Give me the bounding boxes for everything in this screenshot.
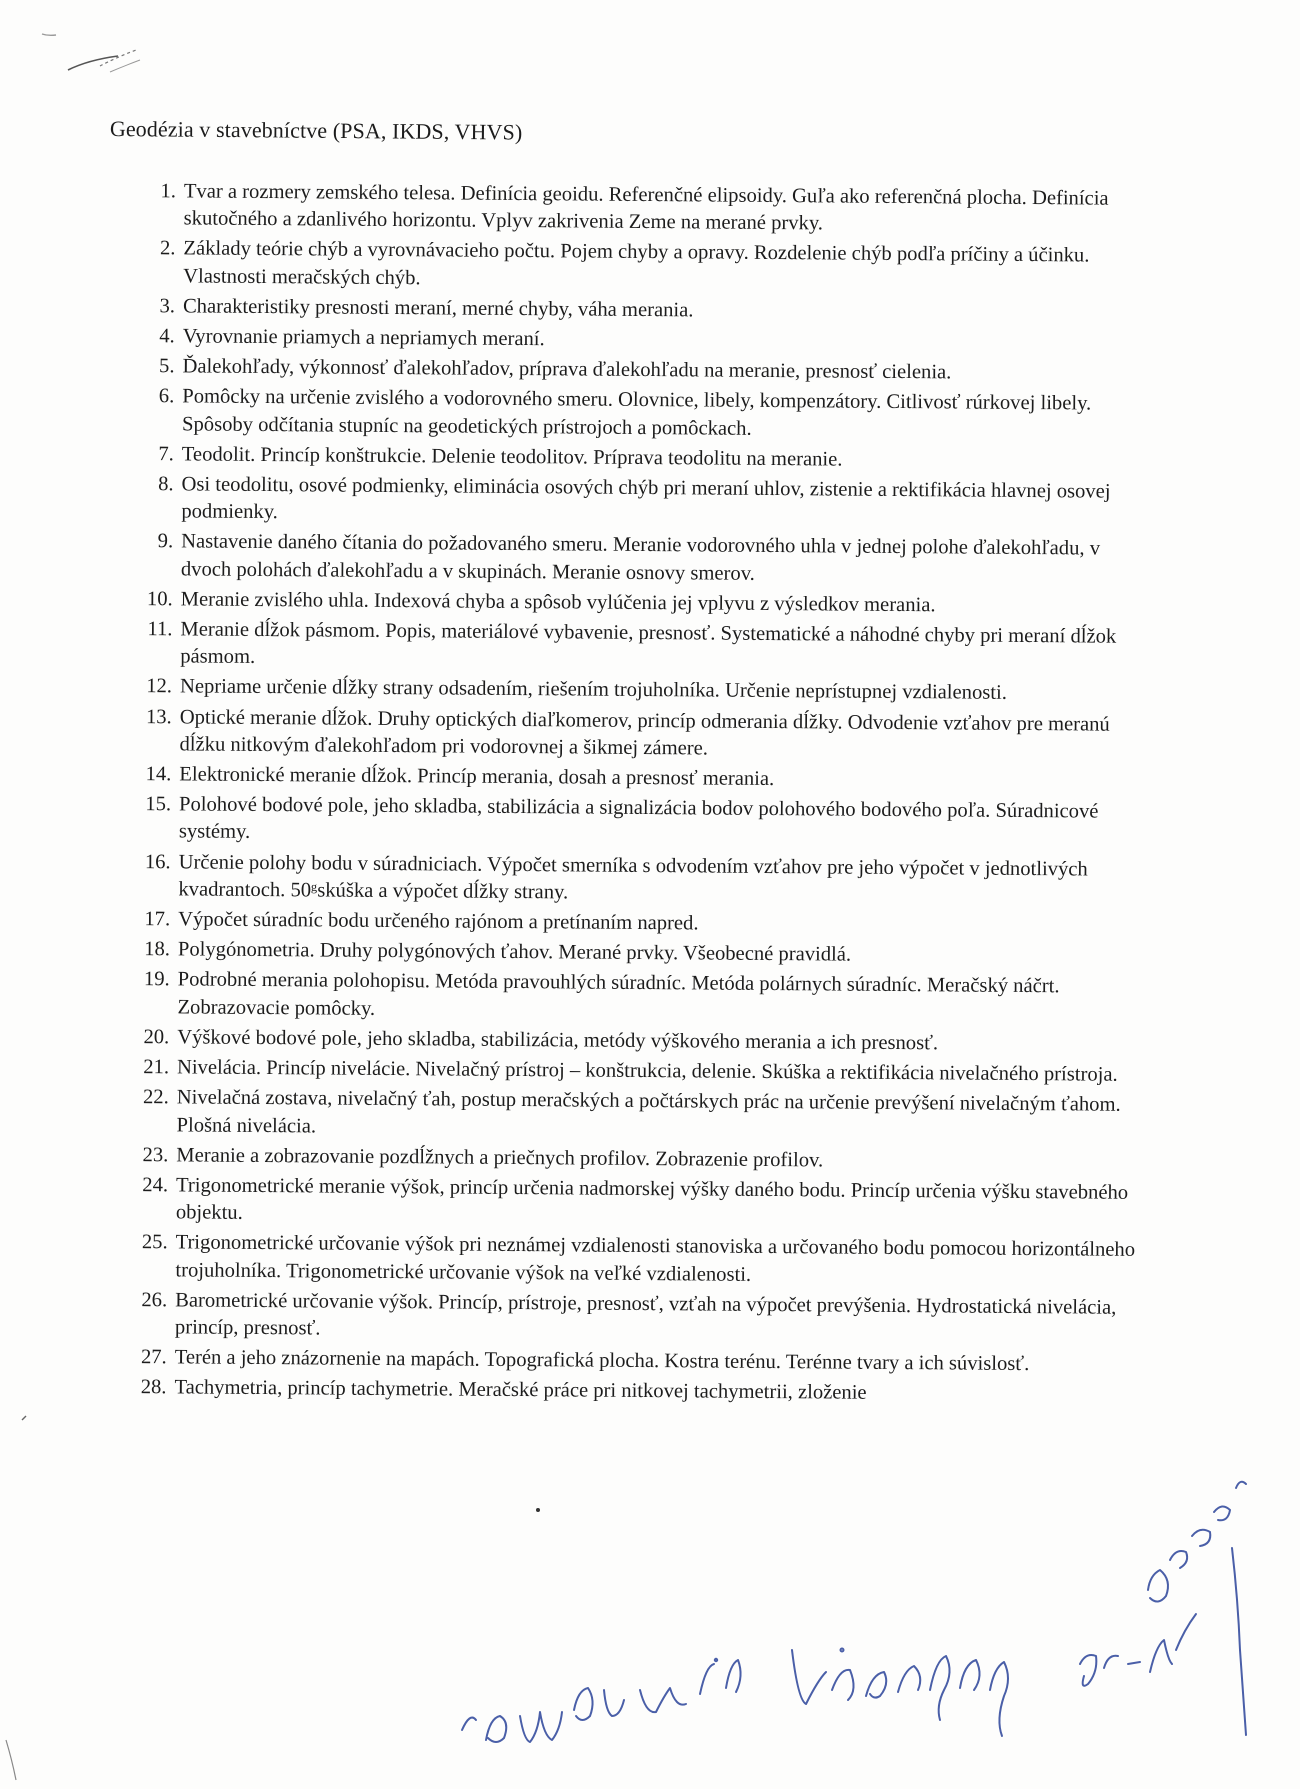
question-item: [132, 673, 1142, 708]
question-number: 2.: [159, 237, 176, 260]
question-item: [129, 1024, 1139, 1059]
question-list-container: [126, 178, 1146, 1412]
question-number: 13.: [145, 705, 172, 728]
question-number: 19.: [143, 968, 170, 991]
question-item: [134, 353, 1144, 388]
question-text: Optické meranie dĺžok. Druhy optických diaľkomerov, princíp odmerania dĺžky. Odvodenie vzťahov pre meranú dĺžku nitkovým ďalekohľadom pri vodorovnej a šikmej zámere.: [179, 706, 1110, 760]
question-text: Nivelácia. Princíp nivelácie. Nivelačný prístroj – konštrukcia, delenie. Skúška a rektifikácia nivelačného prístroja.: [176, 1056, 1118, 1086]
question-text: Podrobné merania polohopisu. Metóda pravouhlých súradníc. Metóda polárnych súradníc. Meračský náčrt. Zobrazovacie pomôcky.: [177, 968, 1060, 1020]
question-text: Tachymetria, princíp tachymetrie. Meračské práce pri nitkovej tachymetrii, zloženie: [174, 1376, 867, 1405]
question-number: 22.: [142, 1086, 169, 1109]
question-text: Osi teodolitu, osové podmienky, eliminácia osových chýb pri meraní uhlov, zistenie a rektifikácia hlavnej osovej podmienky.: [181, 473, 1111, 524]
question-text: Meranie dĺžok pásmom. Popis, materiálové vybavenie, presnosť. Systematické a náhodné chyby pri meraní dĺžok pásmom.: [180, 618, 1117, 669]
question-number: 27.: [140, 1346, 167, 1369]
question-text: Polygónometria. Druhy polygónových ťahov. Merané prvky. Všeobecné pravidlá.: [177, 938, 852, 966]
question-text: Meranie a zobrazovanie pozdĺžnych a priečnych profilov. Zobrazenie profilov.: [176, 1144, 824, 1172]
question-number: 28.: [140, 1376, 167, 1399]
question-text: Pomôcky na určenie zvislého a vodorovného smeru. Olovnice, libely, kompenzátory. Citlivosť rúrkovej libely. Spôsoby odčítania stupníc na geodetických prístrojoch a pomôckach.: [181, 385, 1092, 440]
question-item: [133, 528, 1143, 590]
question-item: [131, 704, 1141, 766]
question-text: Základy teórie chýb a vyrovnávacieho počtu. Pojem chyby a opravy. Rozdelenie chýb podľa príčiny a účinku. Vlastnosti meračských chýb.: [183, 237, 1090, 289]
question-item: [128, 1142, 1138, 1177]
question-number: 16.: [144, 850, 171, 873]
question-number: 10.: [146, 587, 173, 611]
question-text: Výpočet súradníc bodu určeného rajónom a pretínaním napred.: [178, 908, 699, 935]
question-item: [130, 906, 1140, 941]
question-item: [129, 1054, 1139, 1089]
question-item: [127, 1229, 1137, 1291]
question-text: Nivelačná zostava, nivelačný ťah, postup meračských a počtárskych prác na určenie prevýšení nivelačným ťahom. Plošná nivelácia.: [176, 1086, 1121, 1137]
question-text: Meranie zvislého uhla. Indexová chyba a spôsob vylúčenia jej vplyvu z výsledkov merania.: [180, 588, 936, 617]
question-text: Výškové bodové pole, jeho skladba, stabilizácia, metódy výškového merania a ich presnosť.: [177, 1026, 939, 1055]
question-number: 26.: [141, 1288, 168, 1311]
question-number: 23.: [142, 1143, 169, 1166]
question-item: [127, 1344, 1137, 1379]
question-item: [135, 235, 1145, 297]
question-text: Vyrovnanie priamych a nepriamych meraní.: [182, 325, 545, 351]
question-number: 25.: [141, 1231, 168, 1254]
question-text: Trigonometrické určovanie výšok pri neznámej vzdialenosti stanoviska a určovaného bodu pomocou horizontálneho trojuholníka. Trigonometrické určovanie výšok na veľké vzdialenosti.: [175, 1231, 1136, 1286]
question-item: [126, 1374, 1136, 1409]
question-text: Elektronické meranie dĺžok. Princíp merania, dosah a presnosť merania.: [179, 763, 775, 791]
question-text: Polohové bodové pole, jeho skladba, stabilizácia a signalizácia bodov polohového bodového poľa. Súradnicové systémy.: [178, 793, 1099, 844]
question-number: 1.: [160, 180, 176, 203]
question-item: [130, 936, 1140, 971]
question-number: 14.: [145, 763, 172, 786]
question-text: Barometrické určovanie výšok. Princíp, prístroje, presnosť, vzťah na výpočet prevýšenia. Hydrostatická nivelácia, princíp, presnosť.: [174, 1289, 1117, 1340]
question-number: 12.: [146, 675, 173, 698]
question-item: [135, 323, 1145, 358]
question-number: 21.: [143, 1056, 170, 1079]
question-text: Teodolit. Princíp konštrukcie. Delenie teodolitov. Príprava teodolitu na meranie.: [181, 443, 843, 471]
page-title: Geodézia v stavebníctve (PSA, IKDS, VHVS): [109, 116, 523, 145]
question-number: 3.: [159, 295, 176, 318]
question-item: [132, 616, 1142, 678]
question-text: Nepriame určenie dĺžky strany odsadením, riešením trojuholníka. Určenie neprístupnej vzdialenosti.: [179, 675, 1008, 705]
question-item: [134, 383, 1144, 445]
question-item: [134, 441, 1144, 476]
question-text: Ďalekohľady, výkonnosť ďalekohľadov, príprava ďalekohľadu na meranie, presnosť cielenia.: [182, 355, 952, 384]
question-item: [128, 1084, 1138, 1146]
question-item: [133, 471, 1143, 533]
question-text: Charakteristiky presnosti meraní, merné chyby, váha merania.: [182, 295, 694, 322]
question-number: 4.: [159, 325, 175, 348]
question-item: [131, 761, 1141, 796]
question-text: Určenie polohy bodu v súradniciach. Výpočet smerníka s odvodením vzťahov pre jeho výpočet v jednotlivých kvadrantoch. 50ᵍskúška a výpočet dĺžky strany.: [178, 851, 1088, 904]
question-text: Trigonometrické meranie výšok, princíp určenia nadmorskej výšky daného bodu. Princíp určenia výšku stavebného objektu.: [175, 1174, 1129, 1224]
question-text: Nastavenie daného čítania do požadovaného smeru. Meranie vodorovného uhla v jednej polohe ďalekohľadu, v dvoch polohách ďalekohľadu a v skupinách. Meranie osnovy smerov.: [180, 530, 1101, 585]
question-item: [130, 849, 1140, 911]
question-item: [131, 791, 1141, 853]
question-item: [128, 1172, 1138, 1234]
scan-mark-icon: [40, 30, 150, 90]
question-list: [126, 178, 1146, 1409]
question-number: 5.: [158, 355, 175, 378]
question-number: 15.: [145, 793, 172, 816]
question-item: [136, 178, 1146, 240]
question-number: 17.: [144, 908, 171, 931]
question-item: [127, 1287, 1137, 1349]
question-number: 18.: [144, 938, 171, 961]
question-item: [135, 293, 1145, 328]
question-number: 9.: [157, 530, 174, 553]
question-item: [129, 966, 1139, 1028]
question-number: 7.: [158, 443, 174, 466]
question-number: 24.: [142, 1173, 169, 1197]
question-item: [133, 586, 1143, 621]
question-number: 20.: [143, 1025, 170, 1049]
question-number: 8.: [158, 473, 174, 496]
question-text: Tvar a rozmery zemského telesa. Definícia geoidu. Referenčné elipsoidy. Guľa ako referenčná plocha. Definícia skutočného a zdanlivého horizontu. Vplyv zakrivenia Zeme na merané prvky.: [183, 180, 1109, 235]
question-number: 6.: [158, 385, 175, 408]
question-text: Terén a jeho znázornenie na mapách. Topografická plocha. Kostra terénu. Terénne tvary a ich súvislosť.: [174, 1346, 1030, 1376]
question-number: 11.: [147, 618, 173, 641]
